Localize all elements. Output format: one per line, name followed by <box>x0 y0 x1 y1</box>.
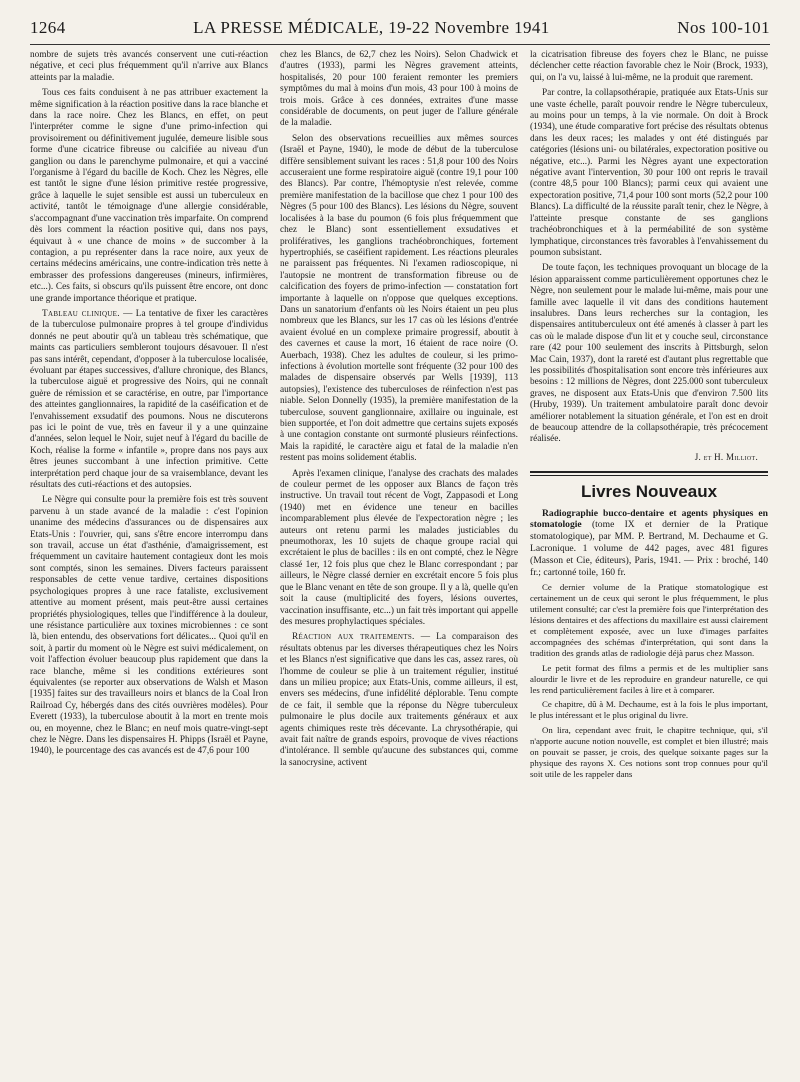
book-title: Radiographie bucco-dentaire et agents physiques en stomatologie <box>530 507 768 531</box>
paragraph: Le petit format des films a permis et de les multiplier sans alourdir le livre et de les reproduire en grandeur naturelle, ce qui les rend particulièrement faciles à lire et à comparer. <box>530 662 768 695</box>
paragraph: Par contre, la collapsothérapie, pratiquée aux Etats-Unis sur une vaste échelle, paraît pouvoir rendre le Nègre tuberculeux, au moins pour un temps, à la vie normale. On doit à Brock (1934), une étude comparative fort précise des résultats obtenus dans les deux races; les malades y ont été distingués par catégories (lésions uni- ou bilatérales, expectoration positive ou négative, etc...). Parmi les Nègres ayant une expectoration négative avant l'intervention, 30 pour 100 ont repris le travail (contre 48,5 pour 100 Blancs); parmi ceux qui avaient une expectoration positive, 71,4 pour 100 sont morts (52,2 pour 100 Blancs). La difficulté de la réussite paraît tenir, chez le Nègre, à l'atteinte presque constante de ses ganglions trachéobronchiques et à la perméabilité de son système lymphatique, circonstances très favorables à l'envahissement du poumon subsistant. <box>530 88 768 258</box>
paragraph: Tous ces faits conduisent à ne pas attribuer exactement la même signification à la réaction positive dans la race blanche et dans la race noire. Chez les Blancs, en effet, on peut l'interpréter comme le signe d'une primo-infection qui provisoirement ou définitivement jugulée, demeure lisible sous forme d'une cicatrice fibreuse ou calcifiée au niveau d'un ganglion ou dans le parenchyme pulmonaire, et qui a vacciné l'organisme à l'égard du bacille de Koch. Chez les Nègres, elle est tantôt le signe d'une lésion primitive restée progressive, grâce à laquelle le sujet sensible est aussi un tuberculeux en activité, tantôt le témoignage d'une allergie considérable, s'accompagnant d'une vaccination très imparfaite. On comprend dès lors comment la réaction positive qui, dans nos pays, équivaut à « une chance de moins » de succomber à la contagion, a pu représenter dans la race noire, aux yeux de certains médecins américains, une contre-indication très nette à embrasser des professions dangereuses (mineurs, infirmières, etc...). Ces faits, si obscurs qu'ils puissent être encore, ont donc une grande importance théorique et pratique. <box>30 88 268 304</box>
section-title: Livres Nouveaux <box>580 482 718 502</box>
paragraph: Le Nègre qui consulte pour la première fois est très souvent parvenu à un stade avancé de la maladie : c'est l'opinion unanime des médecins d'assurances ou de dispensaires aux Etats-Unis : l'ouvrier, qui, sans s'être encore interrompu dans son travail, accuse un état d'asthénie, d'amaigrissement, est fréquemment un cavitaire hautement contagieux dont les mois sont comptés, sinon les semaines. Divers facteurs paraissent responsables de cette venue tardive, certaines dispositions psychologiques propres à une race fataliste, exclusivement attentive au moment présent, mais peut-être aussi certaines propriétés physiologiques, telles que l'indifférence à la douleur, une résistance particulière aux toxines microbiennes : ce sont là, bien entendu, des observations fort délicates... Quoi qu'il en soit, à partir du moment où le Nègre est suivi médicalement, on voit l'affection évoluer beaucoup plus rapidement que dans la race blanche, même si les conditions extérieures sont équivalentes (se reporter aux observations de Walsh et Mason [1935] faites sur des travailleurs noirs et blancs de la Coal Iron Railroad Cy, hébergés dans des cités ouvrières modèles). Pour Everett (1933), la tuberculose aboutit à la mort en trente mois ou, en moyenne, chez le Blanc; en neuf mois quatre-vingt-sept chez le Nègre. Dans les dispensaires H. Phipps (Israël et Payne, 1940), le pourcentage des cas avancés est de 47,6 pour 100 <box>30 495 268 757</box>
paragraph-text: — La tentative de fixer les caractères de la tuberculose pulmonaire propres à tel groupe d'individus donnés ne peut aboutir qu'à un tableau très schématique, que maints cas particuliers sembleront toujours désavouer. Il n'est pas sans intérêt, cependant, d'opposer à la tuberculose localisée, évoluant par étapes successives, d'allure chronique, des Blancs, la tuberculose aiguë et progressive des Noirs, qui ne connaît guère de rémission et se caractérise, en outre, par l'importance des atteintes ganglionnaires, la rapidité de la caséification et de l'envahissement exsudatif des poumons. Nous ne discuterons pas ici le point de vue, très en faveur il y a une quinzaine d'années, selon lequel le Noir, sujet neuf à l'égard du bacille de Koch, réalise la forme « infantile », propre dans nos pays aux êtres jeunes succombant à une infection primitive. Cette interprétation perd chaque jour de sa vraisemblance, devant les résultats des cuti-réactions et des autopsies. <box>30 308 268 491</box>
page-header <box>30 18 770 45</box>
book-details: (tome IX et dernier de la Pratique stomatologique), par MM. P. Bertrand, M. Dechaume et G. Lacronique. 1 volume de 442 pages, avec 481 figures (Masson et Cie, éditeurs), Paris, 1941. — Prix : broché, 140 fr.; cartonné toile, 160 fr. <box>530 519 768 578</box>
paragraph: nombre de sujets très avancés conservent une cuti-réaction négative, et ceci plus fréquemment qu'il n'arrive aux Blancs atteints par la maladie. <box>30 50 268 83</box>
author-signature: J. et H. Milliot. <box>694 451 758 462</box>
paragraph: la cicatrisation fibreuse des foyers chez le Blanc, ne puisse déclencher cette réaction favorable chez le Noir (Brock, 1933), qui, on l'a vu, laissé à lui-même, ne la produit que rarement. <box>530 50 768 83</box>
paragraph: Ce chapitre, dû à M. Dechaume, est à la fois le plus important, le plus intéressant et le plus original du livre. <box>530 699 768 721</box>
column-2 <box>280 50 518 1072</box>
paragraph: Ce dernier volume de la Pratique stomatologique est certainement un de ceux qui seront le plus fréquemment, le plus utilement consulté; car c'est la première fois que l'interprétation des lésions dentaires et des affections du maxillaire est aussi clairement et complètement exposée, avec un luxe d'images parfaites accompagnées des schémas d'interprétation, qui sont dans la tradition des grands atlas de radiologie déjà parus chez Masson. <box>530 582 768 658</box>
paragraph: De toute façon, les techniques provoquant un blocage de la lésion apparaissent comme particulièrement opportunes chez le Nègre, non seulement pour le malade lui-même, mais pour une famille avec laquelle il vit dans des conditions hautement insalubres. Dans leurs recherches sur la contagion, les dispensaires antituberculeux ont été amenés à classer à part les cas où le malade dispose d'un lit et y couche seul, circonstance rare (42 pour 100 seulement des inscrits à Pittsburgh, selon Mac Cain, 1937), dont la rareté est d'autant plus regrettable que les possibilités d'hospitalisation sont encore très inférieures aux besoins : 12 millions de Nègres, dont 225.000 sont tuberculeux graves, ne disposent aux Etats-Unis que d'environ 7.500 lits (Hruby, 1939). Un traitement ambulatoire paraît donc devoir améliorer notablement la situation générale, et l'on est en droit de beaucoup attendre de la collapsothérapie, très précocement réalisée. <box>530 263 768 445</box>
page-number: 1264 <box>30 18 66 37</box>
paragraph-text: — La comparaison des résultats obtenus par les diverses thérapeutiques chez les Noirs et les Blancs n'est significative que dans les cas, assez rares, où l'homme de couleur se plie à un traitement régulier, institué dans un milieu propice; aux Etats-Unis, comme ailleurs, il est, envers ses médecins, d'une infidélité déplorable. Tenu compte de ce fait, il semble que la réponse du Nègre tuberculeux pulmonaire le plus docile aux traitements généraux et aux agents chimiques reste très décevante. La chrysothérapie, qui avait fait naître de grands espoirs, provoque de vives réactions d'intolérance. Il semble qu'aucune des substances qui, comme la sanocrysine, activent <box>280 632 518 768</box>
paragraph <box>30 309 268 492</box>
subsection-heading: Tableau clinique. <box>42 308 120 319</box>
paragraph: On lira, cependant avec fruit, le chapitre technique, qui, s'il n'apporte aucune notion nouvelle, est complet et bien illustré; mais on pouvait se passer, je crois, des quelque soixante pages sur la physique des rayons X. Ces notions sont trop connues pour qu'il soit utile de les rappeler dans <box>530 725 768 779</box>
section-divider-thin <box>530 475 768 476</box>
column-3 <box>530 50 768 1072</box>
paragraph <box>280 632 518 769</box>
section-divider <box>530 471 768 473</box>
paragraph: Selon des observations recueillies aux mêmes sources (Israël et Payne, 1940), le mode de début de la tuberculose diffère sensiblement suivant les races : 51,8 pour 100 des Noirs accuseraient une forme respiratoire aiguë (contre 19,1 pour 100 des Blancs). Par contre, l'hémoptysie n'est relevée, comme première manifestation de la bacillose que chez 1 pour 100 des Nègres (5 pour 100 des Blancs). Les lésions du Nègre, souvent localisées à la base du poumon (6 fois plus fréquemment que chez le Blanc) sont essentiellement exsudatives et prolifératives, les ganglions trachéobronchiques, fortement hypertrophiés, se caséifient rapidement. Les réactions pleurales ne paraissent pas fréquentes. Ni l'examen radioscopique, ni l'autopsie ne montrent de transformation fibreuse ou de calcification des foyers de primo-infection — constatation fort importante à laquelle on n'oppose que quelques exceptions. Dans un sanatorium d'enfants où les Noirs étaient un peu plus nombreux que les Blancs, sur les 17 cas où les lésions d'entrée avaient évolué en un complexe primaire progressif, aboutit à des cavernes et cause la mort, 16 étaient de race noire (O. Auerbach, 1938). Chez les adultes de couleur, si les primo-infections à évolution mortelle sont fréquente (32 pour 100 des malades de dispensaire observés par Wells [1939], 113 autopsies), l'existence des tuberculoses de réinfection n'est pas niable. Selon Donnelly (1935), la première manifestation de la tuberculose, souvent ganglionnaire, axillaire ou inguinale, est bien supportée, et l'on doit admettre que certains sujets exposés à une contagion constante ont surmonté plusieurs réinfections. Mais la rapidité, le caractère aigu et fatal de la maladie n'en restent pas moins solidement établis. <box>280 133 518 464</box>
paragraph: chez les Blancs, de 62,7 chez les Noirs). Selon Chadwick et d'autres (1933), parmi les Nègres gravement atteints, hospitalisés, 20 pour 100 feraient remonter les premiers symptômes du mal à moins d'un mois, 43 pour 100 à moins de trois mois. Grâce à ces données, extraites d'une masse considérable de documents, on peut juger de l'allure générale de la maladie. <box>280 50 518 129</box>
issue-number: Nos 100-101 <box>677 18 770 37</box>
book-entry <box>530 508 768 579</box>
subsection-heading: Réaction aux traitements. <box>292 632 415 643</box>
paragraph: Après l'examen clinique, l'analyse des crachats des malades de couleur permet de les opposer aux Blancs de façon très instructive. Un travail tout récent de Vogt, Zappasodi et Long (1940) met en évidence une teneur en bacilles incomparablement plus élevée de l'expectoration nègre ; les auteurs ont retenu parmi les malades justiciables du pneumothorax, les 10 sujets de chaque groupe racial qui excrétaient le plus de bacilles : ils en ont compté, chez le Nègre classé 1er, 12 fois plus que chez le Blanc correspondant ; par ailleurs, le Nègre classé dernier en excrétait encore 5 fois plus que le Blanc venant en tête de son groupe. Il y a là, quelle qu'en soit la cause (multiplicité des foyers, lésions ouvertes, vaccination insuffisante, etc...) un fait très important qui appelle des mesures prophylactiques spéciales. <box>280 468 518 627</box>
article-columns <box>30 50 770 1072</box>
book-review <box>530 582 768 779</box>
column-1 <box>30 50 268 1072</box>
journal-title: LA PRESSE MÉDICALE, 19-22 Novembre 1941 <box>193 18 550 37</box>
